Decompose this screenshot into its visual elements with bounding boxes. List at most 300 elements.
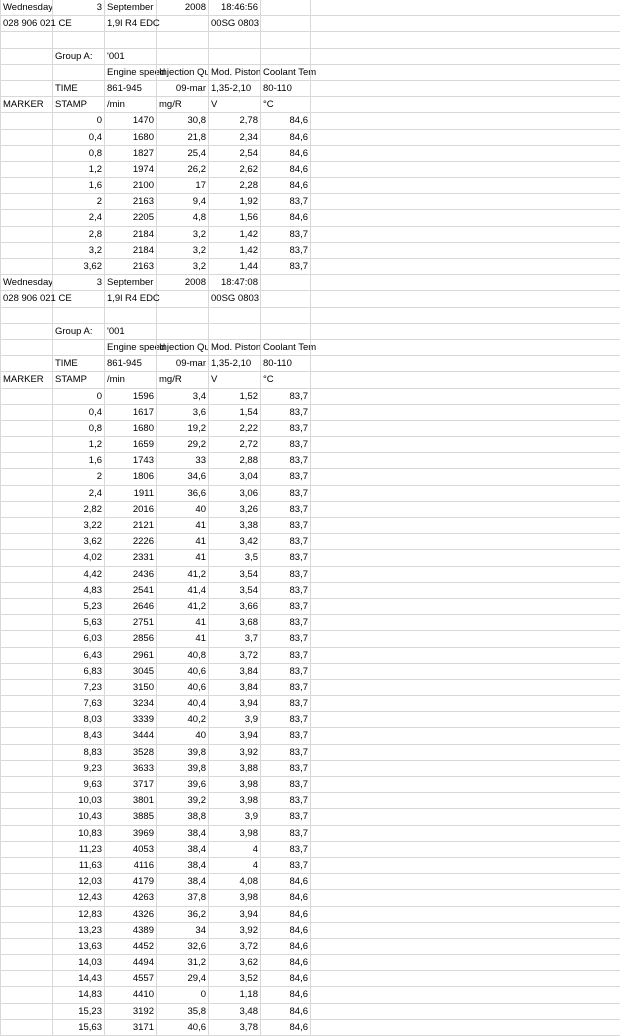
data-cell[interactable]: 33 bbox=[156, 453, 208, 468]
empty-cell[interactable] bbox=[0, 826, 52, 841]
data-cell[interactable]: 1743 bbox=[104, 453, 156, 468]
data-cell[interactable]: 3444 bbox=[104, 728, 156, 743]
data-cell[interactable]: 84,6 bbox=[260, 923, 310, 938]
empty-cell[interactable] bbox=[0, 65, 52, 80]
data-cell[interactable]: 3,5 bbox=[208, 550, 260, 565]
empty-cell[interactable] bbox=[52, 308, 104, 323]
data-cell[interactable]: 3150 bbox=[104, 680, 156, 695]
data-cell[interactable]: 3045 bbox=[104, 664, 156, 679]
time-label-cell[interactable]: TIME bbox=[52, 356, 104, 371]
empty-cell[interactable] bbox=[310, 534, 620, 549]
empty-cell[interactable] bbox=[310, 971, 620, 986]
data-cell[interactable]: 3,9 bbox=[208, 809, 260, 824]
data-cell[interactable]: 83,7 bbox=[260, 583, 310, 598]
empty-cell[interactable] bbox=[0, 842, 52, 857]
data-cell[interactable]: 9,4 bbox=[156, 194, 208, 209]
data-cell[interactable]: 38,8 bbox=[156, 809, 208, 824]
data-cell[interactable]: 3,2 bbox=[156, 227, 208, 242]
data-cell[interactable]: 3,98 bbox=[208, 826, 260, 841]
data-cell[interactable]: 2184 bbox=[104, 227, 156, 242]
weekday-cell[interactable]: Wednesday bbox=[0, 0, 52, 15]
data-cell[interactable]: 3,9 bbox=[208, 712, 260, 727]
empty-cell[interactable] bbox=[310, 793, 620, 808]
data-cell[interactable]: 1596 bbox=[104, 389, 156, 404]
data-cell[interactable]: 13,23 bbox=[52, 923, 104, 938]
data-cell[interactable]: 25,4 bbox=[156, 146, 208, 161]
data-cell[interactable]: 3,94 bbox=[208, 728, 260, 743]
stamp-label-cell[interactable]: STAMP bbox=[52, 97, 104, 112]
unit-cell[interactable]: mg/R bbox=[156, 97, 208, 112]
empty-cell[interactable] bbox=[310, 874, 620, 889]
group-label-cell[interactable]: Group A: bbox=[52, 324, 104, 339]
empty-cell[interactable] bbox=[0, 939, 52, 954]
data-cell[interactable]: 40,8 bbox=[156, 648, 208, 663]
empty-cell[interactable] bbox=[0, 793, 52, 808]
empty-cell[interactable] bbox=[208, 308, 260, 323]
empty-cell[interactable] bbox=[0, 486, 52, 501]
data-cell[interactable]: 40 bbox=[156, 502, 208, 517]
data-cell[interactable]: 0,4 bbox=[52, 130, 104, 145]
data-cell[interactable]: 2,8 bbox=[52, 227, 104, 242]
unit-cell[interactable]: V bbox=[208, 97, 260, 112]
data-cell[interactable]: 2016 bbox=[104, 502, 156, 517]
empty-cell[interactable] bbox=[208, 324, 260, 339]
data-cell[interactable]: 4 bbox=[208, 842, 260, 857]
empty-cell[interactable] bbox=[0, 712, 52, 727]
range-cell[interactable]: 1,35-2,10 bbox=[208, 356, 260, 371]
data-cell[interactable]: 41 bbox=[156, 518, 208, 533]
data-cell[interactable]: 1,54 bbox=[208, 405, 260, 420]
data-cell[interactable]: 2163 bbox=[104, 259, 156, 274]
data-cell[interactable]: 2 bbox=[52, 194, 104, 209]
empty-cell[interactable] bbox=[310, 809, 620, 824]
data-cell[interactable]: 3,62 bbox=[52, 534, 104, 549]
data-cell[interactable]: 3,98 bbox=[208, 890, 260, 905]
column-title-cell[interactable]: Injection Qu bbox=[156, 65, 208, 80]
range-cell[interactable]: 80-110 bbox=[260, 81, 310, 96]
empty-cell[interactable] bbox=[310, 550, 620, 565]
data-cell[interactable]: 41,2 bbox=[156, 599, 208, 614]
data-cell[interactable]: 83,7 bbox=[260, 486, 310, 501]
data-cell[interactable]: 1,42 bbox=[208, 243, 260, 258]
data-cell[interactable]: 17 bbox=[156, 178, 208, 193]
marker-label-cell[interactable]: MARKER bbox=[0, 372, 52, 387]
empty-cell[interactable] bbox=[310, 340, 620, 355]
empty-cell[interactable] bbox=[310, 437, 620, 452]
data-cell[interactable]: 3,22 bbox=[52, 518, 104, 533]
data-cell[interactable]: 84,6 bbox=[260, 130, 310, 145]
column-title-cell[interactable]: Mod. Piston bbox=[208, 65, 260, 80]
data-cell[interactable]: 0,8 bbox=[52, 146, 104, 161]
data-cell[interactable]: 83,7 bbox=[260, 453, 310, 468]
data-cell[interactable]: 83,7 bbox=[260, 777, 310, 792]
data-cell[interactable]: 83,7 bbox=[260, 809, 310, 824]
empty-cell[interactable] bbox=[260, 0, 310, 15]
empty-cell[interactable] bbox=[0, 518, 52, 533]
data-cell[interactable]: 2,4 bbox=[52, 486, 104, 501]
data-cell[interactable]: 84,6 bbox=[260, 113, 310, 128]
column-title-cell[interactable]: Mod. Piston bbox=[208, 340, 260, 355]
unit-cell[interactable]: /min bbox=[104, 97, 156, 112]
data-cell[interactable]: 7,23 bbox=[52, 680, 104, 695]
empty-cell[interactable] bbox=[104, 308, 156, 323]
empty-cell[interactable] bbox=[0, 502, 52, 517]
empty-cell[interactable] bbox=[0, 923, 52, 938]
empty-cell[interactable] bbox=[310, 826, 620, 841]
data-cell[interactable]: 38,4 bbox=[156, 826, 208, 841]
empty-cell[interactable] bbox=[0, 49, 52, 64]
data-cell[interactable]: 1,92 bbox=[208, 194, 260, 209]
data-cell[interactable]: 1470 bbox=[104, 113, 156, 128]
data-cell[interactable]: 8,03 bbox=[52, 712, 104, 727]
data-cell[interactable]: 3,26 bbox=[208, 502, 260, 517]
data-cell[interactable]: 6,03 bbox=[52, 631, 104, 646]
empty-cell[interactable] bbox=[0, 308, 52, 323]
data-cell[interactable]: 3,94 bbox=[208, 907, 260, 922]
empty-cell[interactable] bbox=[0, 194, 52, 209]
data-cell[interactable]: 3,62 bbox=[52, 259, 104, 274]
data-cell[interactable]: 14,03 bbox=[52, 955, 104, 970]
data-cell[interactable]: 83,7 bbox=[260, 259, 310, 274]
data-cell[interactable]: 4326 bbox=[104, 907, 156, 922]
data-cell[interactable]: 29,2 bbox=[156, 437, 208, 452]
data-cell[interactable]: 2751 bbox=[104, 615, 156, 630]
data-cell[interactable]: 84,6 bbox=[260, 1004, 310, 1019]
empty-cell[interactable] bbox=[0, 858, 52, 873]
data-cell[interactable]: 11,63 bbox=[52, 858, 104, 873]
empty-cell[interactable] bbox=[0, 146, 52, 161]
data-cell[interactable]: 0 bbox=[156, 987, 208, 1002]
column-title-cell[interactable]: Injection Qu bbox=[156, 340, 208, 355]
data-cell[interactable]: 8,83 bbox=[52, 745, 104, 760]
unit-cell[interactable]: /min bbox=[104, 372, 156, 387]
empty-cell[interactable] bbox=[310, 696, 620, 711]
empty-cell[interactable] bbox=[260, 324, 310, 339]
time-cell[interactable]: 18:47:08 bbox=[208, 275, 260, 290]
data-cell[interactable]: 4 bbox=[208, 858, 260, 873]
data-cell[interactable]: 83,7 bbox=[260, 227, 310, 242]
data-cell[interactable]: 3528 bbox=[104, 745, 156, 760]
data-cell[interactable]: 3,52 bbox=[208, 971, 260, 986]
data-cell[interactable]: 3192 bbox=[104, 1004, 156, 1019]
data-cell[interactable]: 3,2 bbox=[156, 243, 208, 258]
engine-code-cell[interactable]: 00SG 0803 bbox=[208, 291, 260, 306]
empty-cell[interactable] bbox=[310, 421, 620, 436]
empty-cell[interactable] bbox=[310, 16, 620, 31]
empty-cell[interactable] bbox=[260, 308, 310, 323]
data-cell[interactable]: 83,7 bbox=[260, 631, 310, 646]
data-cell[interactable]: 1,52 bbox=[208, 389, 260, 404]
empty-cell[interactable] bbox=[310, 518, 620, 533]
empty-cell[interactable] bbox=[156, 16, 208, 31]
data-cell[interactable]: 3,48 bbox=[208, 1004, 260, 1019]
empty-cell[interactable] bbox=[310, 291, 620, 306]
data-cell[interactable]: 3,42 bbox=[208, 534, 260, 549]
data-cell[interactable]: 83,7 bbox=[260, 680, 310, 695]
data-cell[interactable]: 39,6 bbox=[156, 777, 208, 792]
range-cell[interactable]: 861-945 bbox=[104, 356, 156, 371]
data-cell[interactable]: 84,6 bbox=[260, 146, 310, 161]
data-cell[interactable]: 83,7 bbox=[260, 664, 310, 679]
data-cell[interactable]: 6,43 bbox=[52, 648, 104, 663]
data-cell[interactable]: 83,7 bbox=[260, 826, 310, 841]
group-value-cell[interactable]: '001 bbox=[104, 324, 156, 339]
data-cell[interactable]: 3,72 bbox=[208, 648, 260, 663]
data-cell[interactable]: 1,56 bbox=[208, 210, 260, 225]
empty-cell[interactable] bbox=[52, 65, 104, 80]
empty-cell[interactable] bbox=[0, 583, 52, 598]
empty-cell[interactable] bbox=[310, 583, 620, 598]
data-cell[interactable]: 9,23 bbox=[52, 761, 104, 776]
empty-cell[interactable] bbox=[0, 567, 52, 582]
data-cell[interactable]: 41,4 bbox=[156, 583, 208, 598]
empty-cell[interactable] bbox=[310, 210, 620, 225]
empty-cell[interactable] bbox=[310, 243, 620, 258]
data-cell[interactable]: 14,83 bbox=[52, 987, 104, 1002]
column-title-cell[interactable]: Engine speed bbox=[104, 340, 156, 355]
empty-cell[interactable] bbox=[310, 939, 620, 954]
data-cell[interactable]: 41,2 bbox=[156, 567, 208, 582]
data-cell[interactable]: 2,28 bbox=[208, 178, 260, 193]
empty-cell[interactable] bbox=[260, 275, 310, 290]
data-cell[interactable]: 1,18 bbox=[208, 987, 260, 1002]
data-cell[interactable]: 83,7 bbox=[260, 534, 310, 549]
empty-cell[interactable] bbox=[310, 389, 620, 404]
empty-cell[interactable] bbox=[0, 874, 52, 889]
range-cell[interactable]: 80-110 bbox=[260, 356, 310, 371]
data-cell[interactable]: 3,2 bbox=[156, 259, 208, 274]
unit-cell[interactable]: mg/R bbox=[156, 372, 208, 387]
empty-cell[interactable] bbox=[0, 469, 52, 484]
empty-cell[interactable] bbox=[0, 421, 52, 436]
data-cell[interactable]: 3,2 bbox=[52, 243, 104, 258]
column-title-cell[interactable]: Coolant Tem bbox=[260, 340, 310, 355]
data-cell[interactable]: 38,4 bbox=[156, 858, 208, 873]
data-cell[interactable]: 8,43 bbox=[52, 728, 104, 743]
empty-cell[interactable] bbox=[0, 890, 52, 905]
empty-cell[interactable] bbox=[310, 259, 620, 274]
empty-cell[interactable] bbox=[0, 453, 52, 468]
data-cell[interactable]: 3,04 bbox=[208, 469, 260, 484]
data-cell[interactable]: 12,43 bbox=[52, 890, 104, 905]
data-cell[interactable]: 83,7 bbox=[260, 728, 310, 743]
empty-cell[interactable] bbox=[310, 178, 620, 193]
data-cell[interactable]: 2856 bbox=[104, 631, 156, 646]
data-cell[interactable]: 3,72 bbox=[208, 939, 260, 954]
data-cell[interactable]: 2,78 bbox=[208, 113, 260, 128]
data-cell[interactable]: 2,22 bbox=[208, 421, 260, 436]
column-title-cell[interactable]: Engine speed bbox=[104, 65, 156, 80]
empty-cell[interactable] bbox=[310, 761, 620, 776]
stamp-label-cell[interactable]: STAMP bbox=[52, 372, 104, 387]
data-cell[interactable]: 9,63 bbox=[52, 777, 104, 792]
empty-cell[interactable] bbox=[310, 955, 620, 970]
unit-cell[interactable]: °C bbox=[260, 372, 310, 387]
empty-cell[interactable] bbox=[0, 550, 52, 565]
data-cell[interactable]: 26,2 bbox=[156, 162, 208, 177]
range-cell[interactable]: 861-945 bbox=[104, 81, 156, 96]
data-cell[interactable]: 3,62 bbox=[208, 955, 260, 970]
data-cell[interactable]: 3801 bbox=[104, 793, 156, 808]
data-cell[interactable]: 41 bbox=[156, 534, 208, 549]
data-cell[interactable]: 4179 bbox=[104, 874, 156, 889]
data-cell[interactable]: 0 bbox=[52, 389, 104, 404]
data-cell[interactable]: 83,7 bbox=[260, 469, 310, 484]
empty-cell[interactable] bbox=[310, 356, 620, 371]
data-cell[interactable]: 2,54 bbox=[208, 146, 260, 161]
data-cell[interactable]: 4116 bbox=[104, 858, 156, 873]
data-cell[interactable]: 2646 bbox=[104, 599, 156, 614]
weekday-cell[interactable]: Wednesday bbox=[0, 275, 52, 290]
data-cell[interactable]: 84,6 bbox=[260, 210, 310, 225]
data-cell[interactable]: 10,83 bbox=[52, 826, 104, 841]
empty-cell[interactable] bbox=[0, 664, 52, 679]
data-cell[interactable]: 2121 bbox=[104, 518, 156, 533]
empty-cell[interactable] bbox=[0, 405, 52, 420]
data-cell[interactable]: 3339 bbox=[104, 712, 156, 727]
part-number-cell[interactable]: 028 906 021 CE bbox=[0, 16, 52, 31]
data-cell[interactable]: 83,7 bbox=[260, 696, 310, 711]
empty-cell[interactable] bbox=[0, 340, 52, 355]
empty-cell[interactable] bbox=[0, 259, 52, 274]
empty-cell[interactable] bbox=[0, 437, 52, 452]
empty-cell[interactable] bbox=[310, 923, 620, 938]
data-cell[interactable]: 15,23 bbox=[52, 1004, 104, 1019]
empty-cell[interactable] bbox=[52, 340, 104, 355]
empty-cell[interactable] bbox=[156, 324, 208, 339]
data-cell[interactable]: 2,88 bbox=[208, 453, 260, 468]
empty-cell[interactable] bbox=[156, 49, 208, 64]
data-cell[interactable]: 3,68 bbox=[208, 615, 260, 630]
data-cell[interactable]: 83,7 bbox=[260, 194, 310, 209]
empty-cell[interactable] bbox=[0, 356, 52, 371]
data-cell[interactable]: 84,6 bbox=[260, 890, 310, 905]
data-cell[interactable]: 4410 bbox=[104, 987, 156, 1002]
data-cell[interactable]: 3171 bbox=[104, 1020, 156, 1035]
data-cell[interactable]: 14,43 bbox=[52, 971, 104, 986]
empty-cell[interactable] bbox=[0, 680, 52, 695]
data-cell[interactable]: 3,54 bbox=[208, 567, 260, 582]
data-cell[interactable]: 84,6 bbox=[260, 987, 310, 1002]
range-cell[interactable]: 09-mar bbox=[156, 356, 208, 371]
empty-cell[interactable] bbox=[310, 680, 620, 695]
empty-cell[interactable] bbox=[310, 1004, 620, 1019]
data-cell[interactable]: 4263 bbox=[104, 890, 156, 905]
part-number-cell[interactable]: 028 906 021 CE bbox=[0, 291, 52, 306]
data-cell[interactable]: 2184 bbox=[104, 243, 156, 258]
empty-cell[interactable] bbox=[310, 777, 620, 792]
data-cell[interactable]: 0,8 bbox=[52, 421, 104, 436]
empty-cell[interactable] bbox=[0, 696, 52, 711]
data-cell[interactable]: 19,2 bbox=[156, 421, 208, 436]
data-cell[interactable]: 83,7 bbox=[260, 615, 310, 630]
empty-cell[interactable] bbox=[310, 469, 620, 484]
data-cell[interactable]: 39,8 bbox=[156, 761, 208, 776]
data-cell[interactable]: 3,6 bbox=[156, 405, 208, 420]
data-cell[interactable]: 2,72 bbox=[208, 437, 260, 452]
empty-cell[interactable] bbox=[0, 809, 52, 824]
data-cell[interactable]: 83,7 bbox=[260, 793, 310, 808]
data-cell[interactable]: 12,03 bbox=[52, 874, 104, 889]
data-cell[interactable]: 5,63 bbox=[52, 615, 104, 630]
empty-cell[interactable] bbox=[310, 65, 620, 80]
data-cell[interactable]: 38,4 bbox=[156, 874, 208, 889]
empty-cell[interactable] bbox=[0, 728, 52, 743]
empty-cell[interactable] bbox=[0, 648, 52, 663]
group-label-cell[interactable]: Group A: bbox=[52, 49, 104, 64]
empty-cell[interactable] bbox=[310, 858, 620, 873]
data-cell[interactable]: 10,03 bbox=[52, 793, 104, 808]
data-cell[interactable]: 84,6 bbox=[260, 971, 310, 986]
empty-cell[interactable] bbox=[0, 113, 52, 128]
data-cell[interactable]: 1827 bbox=[104, 146, 156, 161]
empty-cell[interactable] bbox=[310, 324, 620, 339]
data-cell[interactable]: 3,84 bbox=[208, 664, 260, 679]
unit-cell[interactable]: V bbox=[208, 372, 260, 387]
data-cell[interactable]: 2,34 bbox=[208, 130, 260, 145]
empty-cell[interactable] bbox=[156, 308, 208, 323]
empty-cell[interactable] bbox=[310, 130, 620, 145]
data-cell[interactable]: 83,7 bbox=[260, 421, 310, 436]
data-cell[interactable]: 3,38 bbox=[208, 518, 260, 533]
empty-cell[interactable] bbox=[208, 32, 260, 47]
data-cell[interactable]: 3,78 bbox=[208, 1020, 260, 1035]
data-cell[interactable]: 1680 bbox=[104, 421, 156, 436]
empty-cell[interactable] bbox=[310, 113, 620, 128]
data-cell[interactable]: 30,8 bbox=[156, 113, 208, 128]
data-cell[interactable]: 3,88 bbox=[208, 761, 260, 776]
data-cell[interactable]: 4389 bbox=[104, 923, 156, 938]
year-cell[interactable]: 2008 bbox=[156, 0, 208, 15]
data-cell[interactable]: 40,6 bbox=[156, 680, 208, 695]
empty-cell[interactable] bbox=[0, 130, 52, 145]
range-cell[interactable]: 1,35-2,10 bbox=[208, 81, 260, 96]
data-cell[interactable]: 2,62 bbox=[208, 162, 260, 177]
empty-cell[interactable] bbox=[0, 777, 52, 792]
data-cell[interactable]: 83,7 bbox=[260, 405, 310, 420]
empty-cell[interactable] bbox=[0, 243, 52, 258]
data-cell[interactable]: 3,4 bbox=[156, 389, 208, 404]
empty-cell[interactable] bbox=[0, 1020, 52, 1035]
data-cell[interactable]: 40,4 bbox=[156, 696, 208, 711]
data-cell[interactable]: 84,6 bbox=[260, 939, 310, 954]
empty-cell[interactable] bbox=[0, 162, 52, 177]
month-cell[interactable]: September bbox=[104, 275, 156, 290]
data-cell[interactable]: 3,98 bbox=[208, 777, 260, 792]
data-cell[interactable]: 84,6 bbox=[260, 907, 310, 922]
column-title-cell[interactable]: Coolant Tem bbox=[260, 65, 310, 80]
data-cell[interactable]: 84,6 bbox=[260, 874, 310, 889]
data-cell[interactable]: 83,7 bbox=[260, 761, 310, 776]
data-cell[interactable]: 2100 bbox=[104, 178, 156, 193]
empty-cell[interactable] bbox=[310, 502, 620, 517]
data-cell[interactable]: 4557 bbox=[104, 971, 156, 986]
data-cell[interactable]: 83,7 bbox=[260, 648, 310, 663]
empty-cell[interactable] bbox=[310, 648, 620, 663]
time-cell[interactable]: 18:46:56 bbox=[208, 0, 260, 15]
data-cell[interactable]: 40,6 bbox=[156, 1020, 208, 1035]
data-cell[interactable]: 2331 bbox=[104, 550, 156, 565]
empty-cell[interactable] bbox=[0, 1004, 52, 1019]
data-cell[interactable]: 83,7 bbox=[260, 502, 310, 517]
data-cell[interactable]: 2163 bbox=[104, 194, 156, 209]
marker-label-cell[interactable]: MARKER bbox=[0, 97, 52, 112]
empty-cell[interactable] bbox=[0, 227, 52, 242]
empty-cell[interactable] bbox=[310, 599, 620, 614]
empty-cell[interactable] bbox=[310, 1020, 620, 1035]
data-cell[interactable]: 0,4 bbox=[52, 405, 104, 420]
empty-cell[interactable] bbox=[0, 745, 52, 760]
